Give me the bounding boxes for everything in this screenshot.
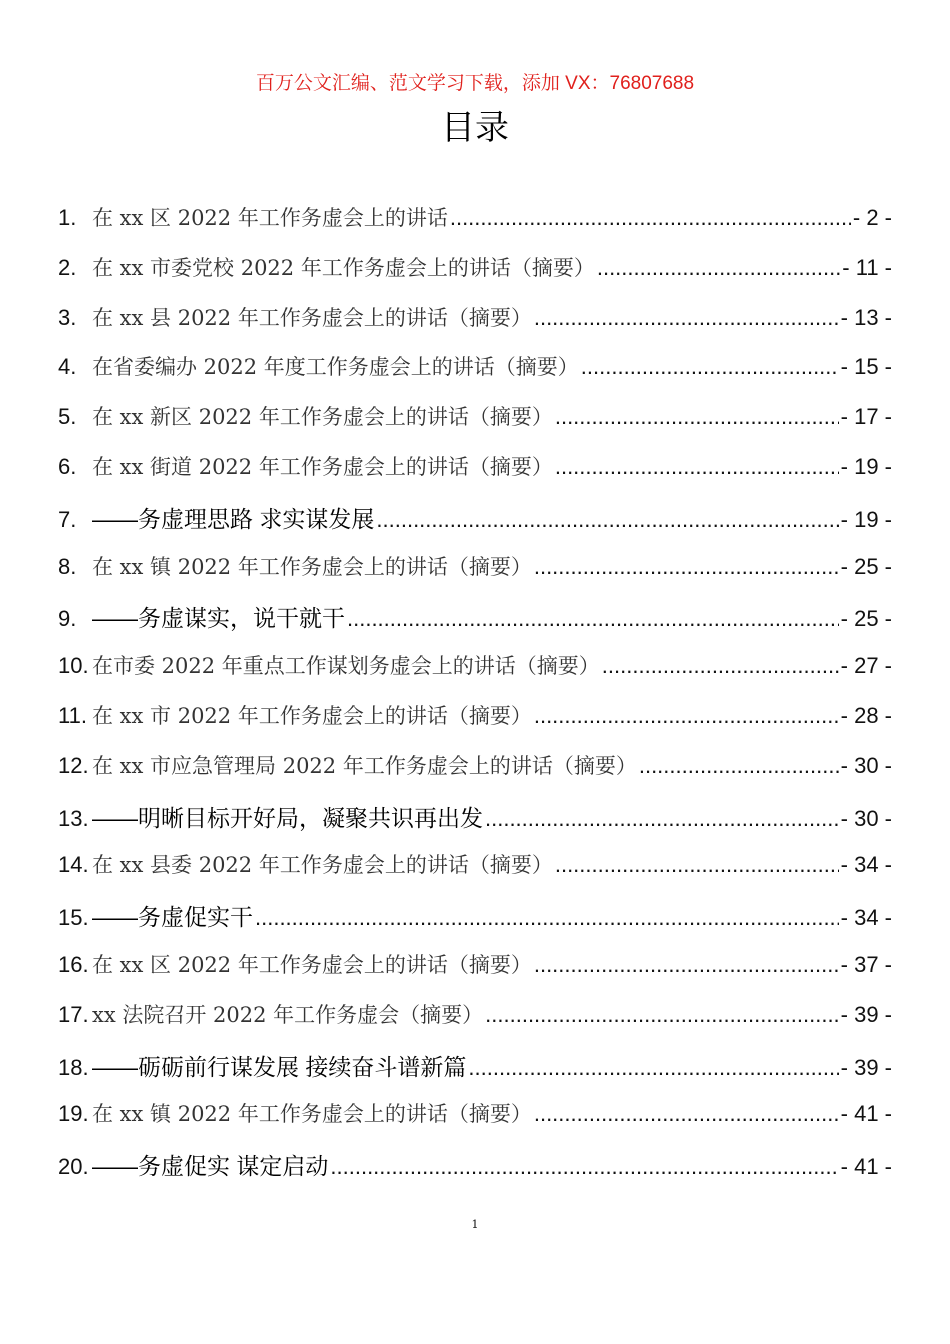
page-title: 目录 (441, 109, 509, 147)
toc-entry[interactable] (58, 252, 892, 302)
toc-entry[interactable] (58, 1148, 892, 1198)
toc-entry-number: 4. (58, 354, 77, 380)
toc-entry-title: ——务虚促实 谋定启动 (92, 1153, 329, 1180)
toc-entry-title: 在 xx 区 2022 年工作务虚会上的讲话 (92, 206, 448, 230)
toc-entry-title: ——砺砺前行谋发展 接续奋斗谱新篇 (92, 1053, 467, 1080)
watermark-banner: 百万公文汇编、范文学习下载，添加 VX：76807688 (255, 73, 695, 94)
toc-entry-number: 17. (58, 1001, 89, 1027)
page-number: 1 (471, 1218, 479, 1231)
toc-entry-title: 在 xx 县 2022 年工作务虚会上的讲话（摘要） (92, 305, 532, 330)
toc-entry-number: 5. (58, 404, 77, 430)
toc-entry-number: 2. (58, 254, 77, 280)
toc-entry-title: 在 xx 新区 2022 年工作务虚会上的讲话（摘要） (92, 405, 553, 430)
toc-entry-page: - 17 - (840, 404, 892, 430)
toc-entry-number: 13. (58, 805, 89, 831)
toc-entry-number: 8. (58, 553, 77, 579)
dot-leader (485, 1002, 838, 1028)
toc-entry[interactable] (58, 202, 892, 252)
toc-entry-page: - 41 - (840, 1101, 892, 1127)
toc-entry[interactable] (58, 600, 892, 650)
toc-entry-title: ——务虚理思路 求实谋发展 (92, 505, 375, 532)
toc-entry[interactable] (58, 750, 892, 800)
toc-entry-page: - 25 - (840, 606, 892, 632)
toc-entry-page: - 19 - (840, 453, 892, 479)
toc-entry-title: 在 xx 市应急管理局 2022 年工作务虚会上的讲话（摘要） (92, 753, 637, 778)
toc-entry[interactable] (58, 650, 892, 700)
dot-leader (534, 305, 839, 331)
toc-entry[interactable] (58, 700, 892, 750)
toc-entry-title: xx 法院召开 2022 年工作务虚会（摘要） (92, 1002, 484, 1027)
dot-leader (468, 1055, 838, 1081)
dot-leader (597, 255, 840, 281)
toc-entry[interactable] (58, 800, 892, 850)
toc-entry-number: 11. (58, 702, 87, 728)
dot-leader (330, 1154, 838, 1180)
dot-leader (450, 205, 851, 231)
toc-entry-number: 18. (58, 1054, 89, 1080)
toc-entry-number: 6. (58, 453, 77, 479)
toc-entry-title: 在 xx 市委党校 2022 年工作务虚会上的讲话（摘要） (92, 255, 595, 280)
toc-entry[interactable] (58, 302, 892, 352)
toc-entry-number: 16. (58, 951, 89, 977)
toc-entry-title: 在 xx 区 2022 年工作务虚会上的讲话（摘要） (92, 952, 532, 977)
toc-entry-page: - 15 - (840, 354, 892, 380)
dot-leader (555, 454, 839, 480)
toc-entry-title: ——务虚谋实，说干就干 (92, 605, 345, 632)
toc-entry-page: - 19 - (840, 506, 892, 532)
toc-entry-title: ——务虚促实干 (92, 904, 253, 931)
toc-entry[interactable] (58, 1049, 892, 1099)
toc-entry-page: - 27 - (840, 653, 892, 679)
toc-entry-number: 12. (58, 752, 89, 778)
toc-entry[interactable] (58, 401, 892, 451)
dot-leader (534, 554, 839, 580)
dot-leader (581, 354, 839, 380)
toc-entry[interactable] (58, 551, 892, 601)
dot-leader (534, 952, 839, 978)
toc-entry-page: - 39 - (840, 1054, 892, 1080)
toc-entry-page: - 30 - (840, 752, 892, 778)
toc-entry-page: - 11 - (842, 254, 892, 280)
toc-entry-title: ——明晰目标开好局，凝聚共识再出发 (92, 804, 483, 831)
dot-leader (347, 606, 839, 632)
dot-leader (602, 653, 839, 679)
toc-entry-title: 在省委编办 2022 年度工作务虚会上的讲话（摘要） (92, 355, 579, 380)
toc-entry-page: - 28 - (840, 702, 892, 728)
toc-entry[interactable] (58, 849, 892, 899)
toc-entry-title: 在 xx 市 2022 年工作务虚会上的讲话（摘要） (92, 703, 532, 728)
dot-leader (639, 753, 839, 779)
dot-leader (376, 507, 838, 533)
toc-entry[interactable] (58, 501, 892, 551)
toc-entry-title: 在 xx 县委 2022 年工作务虚会上的讲话（摘要） (92, 853, 553, 878)
toc-entry-page: - 34 - (840, 905, 892, 931)
toc-entry[interactable] (58, 1098, 892, 1148)
toc-entry-title: 在 xx 镇 2022 年工作务虚会上的讲话（摘要） (92, 554, 532, 579)
toc-entry-number: 3. (58, 304, 77, 330)
toc-entry[interactable] (58, 999, 892, 1049)
toc-entry-page: - 2 - (852, 205, 892, 230)
dot-leader (534, 1101, 839, 1127)
toc-entry-number: 15. (58, 905, 89, 931)
toc-entry-title: 在 xx 街道 2022 年工作务虚会上的讲话（摘要） (92, 454, 553, 479)
toc-entry-number: 14. (58, 852, 89, 878)
toc-entry[interactable] (58, 949, 892, 999)
toc-entry-page: - 41 - (840, 1154, 892, 1180)
dot-leader (555, 404, 839, 430)
toc-entry-number: 9. (58, 606, 77, 632)
toc-entry-page: - 37 - (840, 951, 892, 977)
toc-entry-number: 7. (58, 506, 77, 532)
dot-leader (534, 703, 839, 729)
toc-entry[interactable] (58, 351, 892, 401)
toc-entry[interactable] (58, 899, 892, 949)
dot-leader (555, 852, 839, 878)
dot-leader (485, 806, 839, 832)
toc-entry-page: - 34 - (840, 852, 892, 878)
toc-entry-number: 19. (58, 1101, 89, 1127)
toc-entry-number: 10. (58, 653, 89, 679)
dot-leader (255, 905, 839, 931)
toc-entry-title: 在 xx 镇 2022 年工作务虚会上的讲话（摘要） (92, 1102, 532, 1127)
table-of-contents (58, 202, 892, 1198)
toc-entry-page: - 25 - (840, 553, 892, 579)
toc-entry-number: 20. (58, 1154, 89, 1180)
toc-entry[interactable] (58, 451, 892, 501)
toc-entry-page: - 30 - (840, 805, 892, 831)
toc-entry-page: - 39 - (840, 1001, 892, 1027)
toc-entry-title: 在市委 2022 年重点工作谋划务虚会上的讲话（摘要） (92, 654, 600, 679)
toc-entry-page: - 13 - (840, 304, 892, 330)
toc-entry-number: 1. (58, 205, 77, 230)
